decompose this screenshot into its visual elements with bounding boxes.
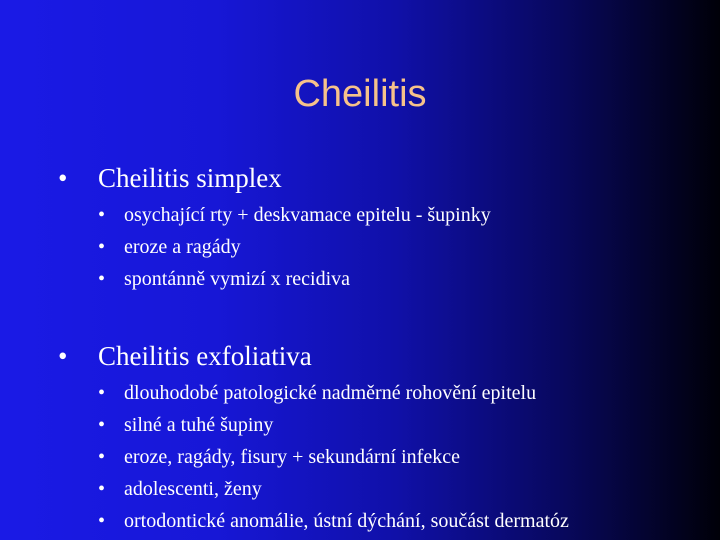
- list-item: [58, 378, 708, 410]
- section-heading-text: Cheilitis simplex: [98, 163, 282, 193]
- list-item: [58, 506, 708, 538]
- list-item-text: spontánně vymizí x recidiva: [124, 268, 351, 290]
- list-item: [58, 264, 708, 296]
- bullet-icon: •: [98, 478, 106, 500]
- section-heading: [58, 338, 708, 374]
- list-item-text: dlouhodobé patologické nadměrné rohovění epitelu: [124, 382, 537, 404]
- bullet-icon: •: [98, 382, 106, 404]
- bullet-icon: •: [98, 510, 106, 532]
- section-heading-text: Cheilitis exfoliativa: [98, 341, 312, 371]
- list-item: [58, 474, 708, 506]
- list-item: [58, 442, 708, 474]
- bullet-list: [58, 378, 708, 538]
- bullet-icon: •: [98, 204, 106, 226]
- bullet-icon: •: [58, 163, 68, 193]
- section-cheilitis-exfoliativa: [58, 338, 708, 538]
- bullet-icon: •: [98, 268, 106, 290]
- list-item-text: eroze, ragády, fisury + sekundární infekce: [124, 446, 460, 468]
- bullet-icon: •: [98, 236, 106, 258]
- list-item-text: ortodontické anomálie, ústní dýchání, součást dermatóz: [124, 510, 569, 532]
- bullet-icon: •: [98, 414, 106, 436]
- bullet-icon: •: [58, 341, 68, 371]
- list-item-text: osychající rty + deskvamace epitelu - šupinky: [124, 204, 491, 226]
- list-item: [58, 410, 708, 442]
- list-item: [58, 232, 708, 264]
- slide-title: Cheilitis: [293, 73, 427, 115]
- section-cheilitis-simplex: [58, 160, 708, 296]
- list-item: [58, 200, 708, 232]
- bullet-icon: •: [98, 446, 106, 468]
- section-heading: [58, 160, 708, 196]
- bullet-list: [58, 200, 708, 296]
- list-item-text: adolescenti, ženy: [124, 478, 262, 500]
- list-item-text: eroze a ragády: [124, 236, 241, 258]
- list-item-text: silné a tuhé šupiny: [124, 414, 274, 436]
